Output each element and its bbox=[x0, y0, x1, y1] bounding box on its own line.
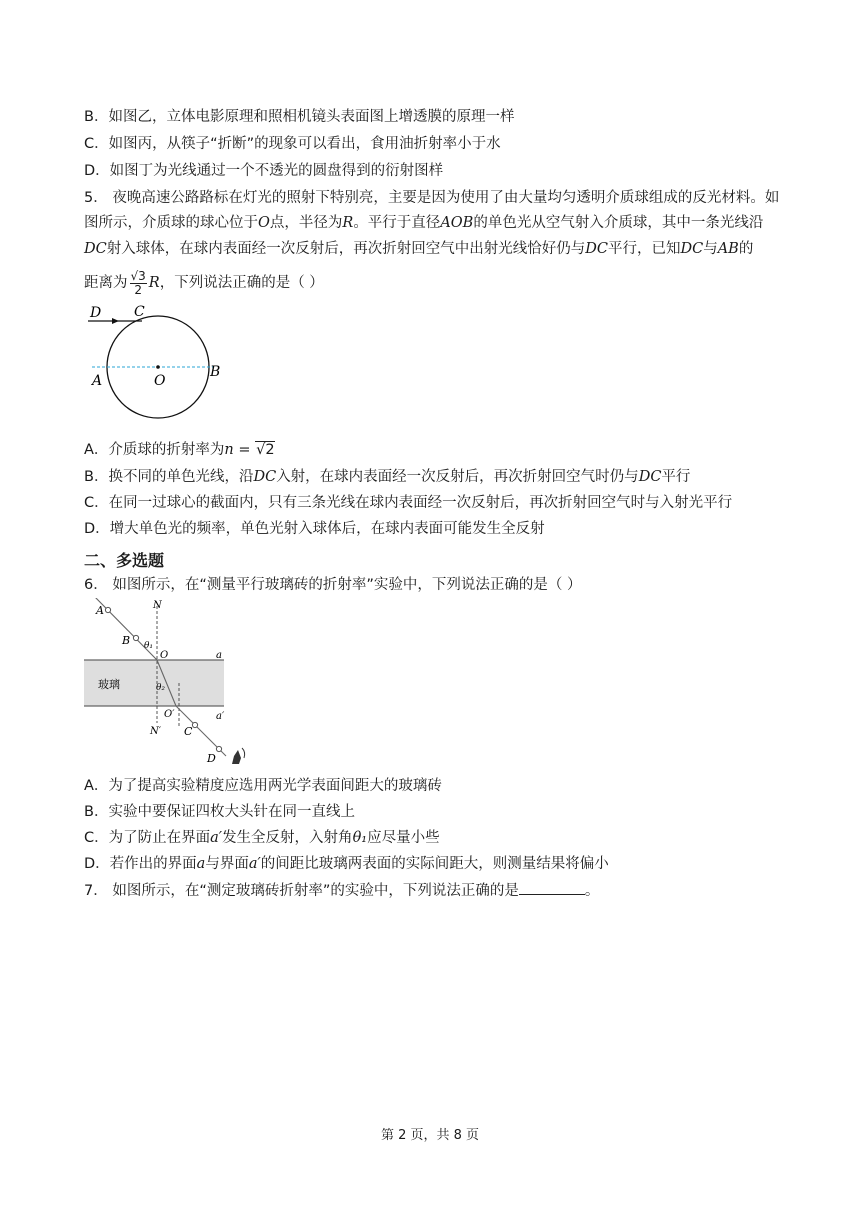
q6-option-a: A．为了提高实验精度应选用两光学表面间距大的玻璃砖 bbox=[84, 778, 442, 794]
q4-option-b: B．如图乙，立体电影原理和照相机镜头表面图上增透膜的原理一样 bbox=[84, 109, 515, 125]
label-n-prime: N′ bbox=[150, 726, 162, 737]
fraction-sqrt3-over-2: $\frac{√3}{2}$ bbox=[130, 268, 146, 297]
label-d: D bbox=[207, 752, 216, 765]
label-d: D bbox=[90, 305, 102, 321]
label-a: A bbox=[96, 604, 104, 617]
label-a-surface: a bbox=[216, 650, 222, 661]
q6-stem: 6． 如图所示，在“测量平行玻璃砖的折射率”实验中，下列说法正确的是（ ） bbox=[84, 577, 582, 593]
label-o: O bbox=[154, 373, 166, 389]
page-footer: 第 2 页，共 8 页 bbox=[380, 1128, 480, 1143]
q5-stem-line3: DC射入球体，在球内表面经一次反射后，再次折射回空气中出射光线恰好仍与DC平行，已知DC与AB的 bbox=[84, 241, 754, 257]
label-o: O bbox=[160, 650, 169, 661]
q4-option-c: C．如图丙，从筷子“折断”的现象可以看出，食用油折射率小于水 bbox=[84, 136, 501, 152]
label-theta2: θ₂ bbox=[156, 683, 166, 693]
q5-option-a: A．介质球的折射率为n = √2 bbox=[84, 442, 275, 458]
q6-option-c: C．为了防止在界面a′发生全反射，入射角θ₁应尽量小些 bbox=[84, 830, 440, 846]
label-theta1: θ₁ bbox=[144, 641, 154, 651]
q5-stem-line4: 距离为 $\frac{√3}{2}$ R，下列说法正确的是（ ） bbox=[84, 268, 324, 297]
q5-stem-line1: 5． 夜晚高速公路路标在灯光的照射下特别亮，主要是因为使用了由大量均匀透明介质球组成的反光材料。如 bbox=[84, 190, 780, 206]
q5-sphere-diagram bbox=[84, 300, 234, 425]
label-b: B bbox=[210, 364, 221, 380]
q5-stem-line2: 图所示，介质球的球心位于O点，半径为R。平行于直径AOB的单色光从空气射入介质球，其中一条光线沿 bbox=[84, 215, 764, 231]
q5-option-b: B．换不同的单色光线，沿DC入射，在球内表面经一次反射后，再次折射回空气时仍与DC平行 bbox=[84, 469, 691, 485]
q6-glass-block-diagram bbox=[84, 598, 264, 770]
q5-option-c: C．在同一过球心的截面内，只有三条光线在球内表面经一次反射后，再次折射回空气时与入射光平行 bbox=[84, 495, 733, 511]
label-a-prime-surface: a′ bbox=[216, 711, 225, 722]
q4-option-d: D．如图丁为光线通过一个不透光的圆盘得到的衍射图样 bbox=[84, 163, 444, 179]
label-a: A bbox=[92, 373, 103, 389]
q7-stem: 7． 如图所示，在“测定玻璃砖折射率”的实验中，下列说法正确的是 。 bbox=[84, 880, 599, 901]
label-c: C bbox=[134, 304, 145, 320]
label-c: C bbox=[184, 725, 193, 738]
label-b: B bbox=[122, 634, 131, 647]
label-o-prime: O′ bbox=[164, 709, 175, 720]
q6-option-b: B．实验中要保证四枚大头针在同一直线上 bbox=[84, 804, 355, 820]
label-n: N bbox=[153, 600, 162, 611]
q6-option-d: D．若作出的界面a与界面a′的间距比玻璃两表面的实际间距大，则测量结果将偏小 bbox=[84, 856, 609, 872]
answer-blank bbox=[519, 880, 585, 895]
label-glass: 玻璃 bbox=[98, 678, 120, 691]
section-heading: 二、多选题 bbox=[84, 551, 165, 570]
q5-option-d: D．增大单色光的频率，单色光射入球体后，在球内表面可能发生全反射 bbox=[84, 521, 545, 537]
